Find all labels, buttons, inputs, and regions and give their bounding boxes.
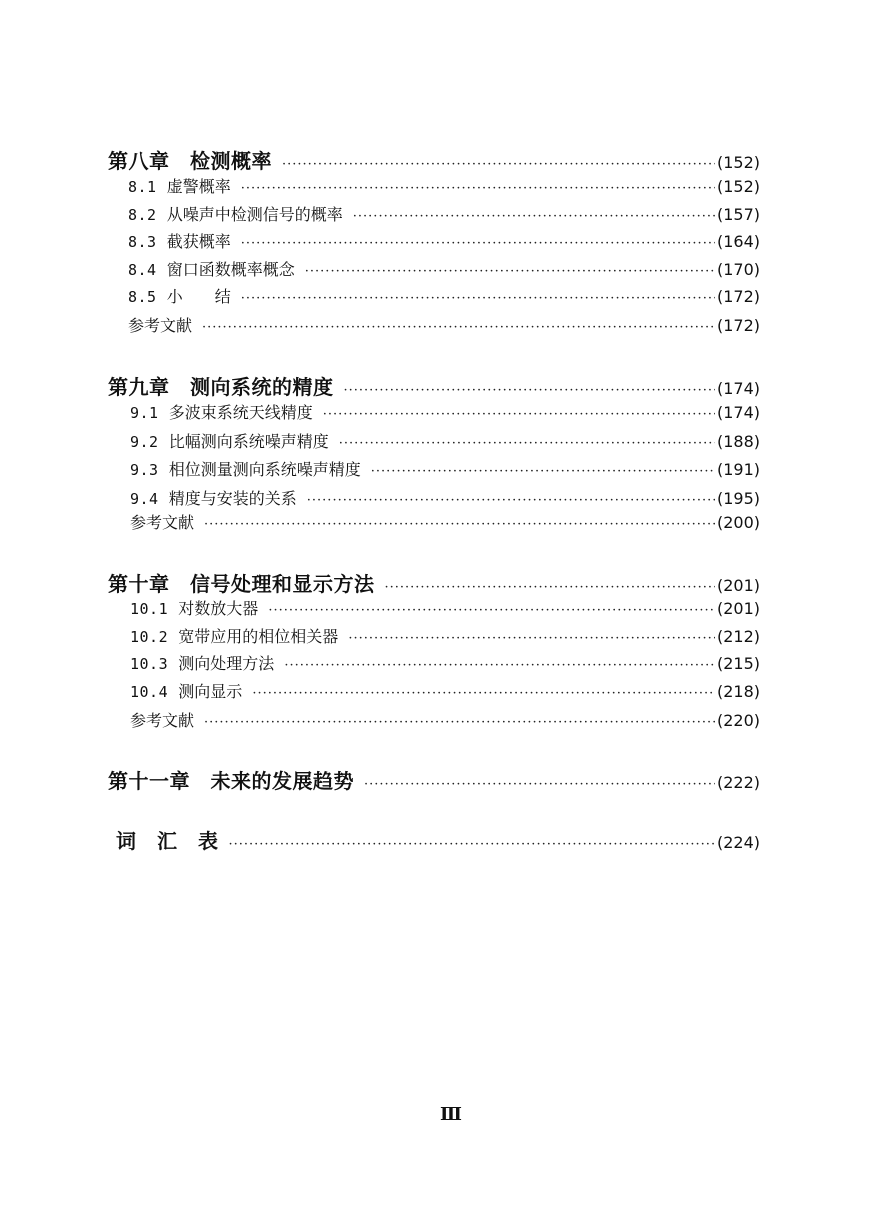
section-page-number: (195): [716, 489, 760, 508]
dot-leader: [282, 158, 715, 171]
references-page-number: (200): [716, 513, 760, 532]
section-title: 虚警概率: [166, 177, 231, 196]
toc-section-8-2[interactable]: [108, 202, 760, 228]
dot-leader: [241, 237, 715, 250]
section-page-number: (212): [716, 627, 760, 646]
toc-section-8-5[interactable]: [108, 284, 760, 310]
toc-section-9-4[interactable]: [108, 486, 760, 512]
toc-section-8-3[interactable]: [108, 229, 760, 255]
references-title: 参考文献: [128, 316, 193, 335]
chapter-title: 第八章 检测概率: [108, 149, 272, 171]
toc-section-8-4[interactable]: [108, 257, 760, 283]
toc-chapter-10[interactable]: [108, 568, 760, 594]
page-folio: Ⅲ: [440, 1104, 462, 1125]
chapter-page-number: (174): [716, 379, 760, 397]
toc-section-10-3[interactable]: [108, 651, 760, 677]
dot-leader: [344, 384, 715, 397]
section-number: 8.2: [128, 206, 157, 224]
references-page-number: (172): [716, 316, 760, 335]
section-title: 小 结: [166, 287, 231, 306]
dot-leader: [305, 265, 715, 278]
toc-references-ch9[interactable]: [108, 510, 760, 536]
section-page-number: (164): [716, 232, 760, 251]
toc-glossary[interactable]: [108, 825, 760, 851]
dot-leader: [204, 518, 715, 531]
references-title: 参考文献: [130, 711, 195, 730]
glossary-page-number: (224): [716, 833, 760, 851]
toc-references-ch8[interactable]: [108, 313, 760, 339]
section-page-number: (191): [716, 460, 760, 479]
dot-leader: [339, 437, 715, 450]
section-number: 9.3: [130, 461, 159, 479]
references-page-number: (220): [716, 711, 760, 730]
chapter-title: 第九章 测向系统的精度: [108, 375, 334, 397]
chapter-title: 第十章 信号处理和显示方法: [108, 572, 375, 594]
section-page-number: (188): [716, 432, 760, 451]
section-number: 8.5: [128, 288, 157, 306]
dot-leader: [353, 210, 715, 223]
section-number: 10.3: [130, 655, 169, 673]
section-title: 比幅测向系统噪声精度: [168, 432, 329, 451]
toc-section-10-2[interactable]: [108, 624, 760, 650]
section-title: 截获概率: [166, 232, 231, 251]
dot-leader: [241, 292, 715, 305]
section-title: 窗口函数概率概念: [166, 260, 295, 279]
section-page-number: (201): [716, 599, 760, 618]
section-title: 对数放大器: [178, 599, 259, 618]
section-title: 测向显示: [178, 682, 243, 701]
dot-leader: [371, 465, 715, 478]
toc-section-9-3[interactable]: [108, 457, 760, 483]
section-title: 多波束系统天线精度: [168, 403, 313, 422]
section-number: 10.4: [130, 683, 169, 701]
toc-section-8-1[interactable]: [108, 174, 760, 200]
dot-leader: [268, 604, 715, 617]
toc-chapter-11[interactable]: [108, 765, 760, 791]
dot-leader: [284, 659, 715, 672]
references-title: 参考文献: [130, 513, 195, 532]
dot-leader: [229, 838, 715, 851]
glossary-title: 词 汇 表: [116, 829, 219, 851]
section-title: 从噪声中检测信号的概率: [166, 205, 343, 224]
section-title: 相位测量测向系统噪声精度: [168, 460, 361, 479]
section-title: 测向处理方法: [178, 654, 275, 673]
dot-leader: [385, 581, 715, 594]
chapter-page-number: (152): [716, 153, 760, 171]
chapter-page-number: (201): [716, 576, 760, 594]
section-page-number: (157): [716, 205, 760, 224]
section-number: 10.1: [130, 600, 169, 618]
dot-leader: [348, 632, 715, 645]
section-title: 宽带应用的相位相关器: [178, 627, 339, 646]
section-number: 10.2: [130, 628, 169, 646]
dot-leader: [307, 494, 715, 507]
section-page-number: (215): [716, 654, 760, 673]
section-number: 9.1: [130, 404, 159, 422]
toc-references-ch10[interactable]: [108, 708, 760, 734]
section-page-number: (174): [716, 403, 760, 422]
section-number: 8.4: [128, 261, 157, 279]
dot-leader: [204, 716, 715, 729]
toc-section-9-2[interactable]: [108, 429, 760, 455]
section-page-number: (218): [716, 682, 760, 701]
section-page-number: (152): [716, 177, 760, 196]
dot-leader: [241, 182, 715, 195]
dot-leader: [252, 687, 715, 700]
chapter-title: 第十一章 未来的发展趋势: [108, 769, 354, 791]
dot-leader: [364, 778, 715, 791]
section-title: 精度与安装的关系: [168, 489, 297, 508]
section-page-number: (172): [716, 287, 760, 306]
toc-section-10-1[interactable]: [108, 596, 760, 622]
section-number: 8.3: [128, 233, 157, 251]
section-number: 9.4: [130, 490, 159, 508]
dot-leader: [323, 408, 715, 421]
section-number: 9.2: [130, 433, 159, 451]
toc-chapter-9[interactable]: [108, 371, 760, 397]
section-number: 8.1: [128, 178, 157, 196]
chapter-page-number: (222): [716, 773, 760, 791]
toc-section-9-1[interactable]: [108, 400, 760, 426]
dot-leader: [202, 321, 715, 334]
toc-chapter-8[interactable]: [108, 145, 760, 171]
toc-section-10-4[interactable]: [108, 679, 760, 705]
section-page-number: (170): [716, 260, 760, 279]
